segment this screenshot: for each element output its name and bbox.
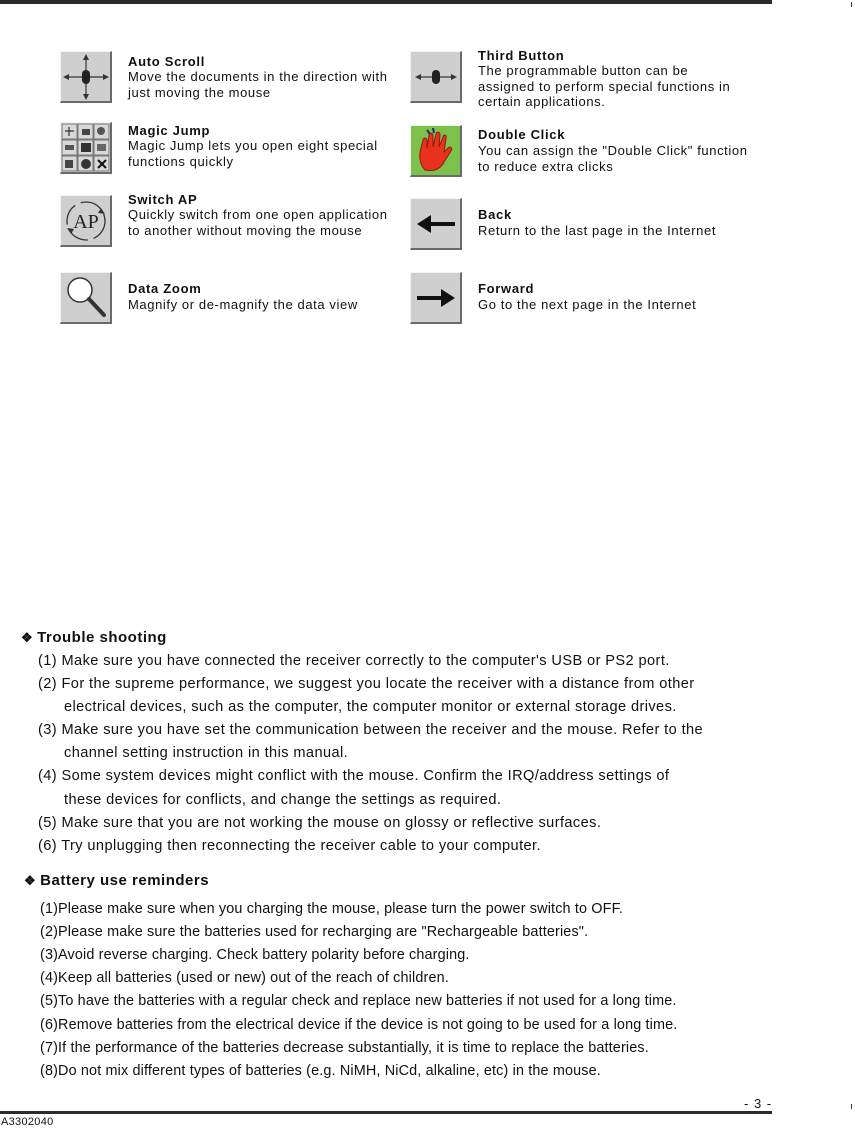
battery-item: (4)Keep all batteries (used or new) out of the reach of children. <box>40 970 449 986</box>
troubleshooting-heading-text: Trouble shooting <box>37 629 167 646</box>
diamond-bullet-icon: ❖ <box>24 873 37 888</box>
feature-title: Forward <box>478 281 535 296</box>
forward-arrow-icon <box>410 272 462 324</box>
page-number: - 3 - <box>744 1096 773 1111</box>
bottom-rule <box>0 1111 772 1114</box>
troubleshooting-item: electrical devices, such as the computer, the computer monitor or external storage drives. <box>64 699 677 715</box>
magnifier-icon <box>60 272 112 324</box>
feature-description: You can assign the "Double Click" function to reduce extra clicks <box>478 143 748 174</box>
troubleshooting-item: (5) Make sure that you are not working the mouse on glossy or reflective surfaces. <box>38 815 602 831</box>
feature-title: Magic Jump <box>128 123 211 138</box>
troubleshooting-item: (6) Try unplugging then reconnecting the receiver cable to your computer. <box>38 838 541 854</box>
troubleshooting-heading <box>21 629 167 646</box>
margin-tick <box>851 2 852 7</box>
feature-title: Third Button <box>478 48 565 63</box>
battery-item: (6)Remove batteries from the electrical device if the device is not going to be used for a long time. <box>40 1017 678 1033</box>
battery-heading <box>24 872 209 889</box>
feature-description: Go to the next page in the Internet <box>478 297 697 312</box>
back-arrow-icon <box>410 198 462 250</box>
battery-item: (1)Please make sure when you charging the mouse, please turn the power switch to OFF. <box>40 901 624 917</box>
magic-jump-icon <box>60 122 112 174</box>
battery-item: (3)Avoid reverse charging. Check battery polarity before charging. <box>40 947 470 963</box>
third-button-icon <box>410 51 462 103</box>
battery-heading-text: Battery use reminders <box>40 872 210 889</box>
feature-description: Move the documents in the direction with just moving the mouse <box>128 69 388 100</box>
battery-item: (7)If the performance of the batteries decrease substantially, it is time to replace the batteries. <box>40 1040 649 1056</box>
top-rule <box>0 0 772 4</box>
double-click-icon <box>410 125 462 177</box>
feature-title: Data Zoom <box>128 281 202 296</box>
feature-title: Switch AP <box>128 192 198 207</box>
switch-ap-icon <box>60 195 112 247</box>
document-code: A3302040 <box>1 1116 54 1128</box>
battery-item: (2)Please make sure the batteries used for recharging are "Rechargeable batteries". <box>40 924 589 940</box>
troubleshooting-item: (3) Make sure you have set the communication between the receiver and the mouse. Refer to the <box>38 722 704 738</box>
feature-description: Quickly switch from one open application to another without moving the mouse <box>128 207 388 238</box>
battery-item: (8)Do not mix different types of batteries (e.g. NiMH, NiCd, alkaline, etc) in the mouse. <box>40 1063 601 1079</box>
diamond-bullet-icon: ❖ <box>21 630 34 645</box>
feature-title: Back <box>478 207 512 222</box>
battery-item: (5)To have the batteries with a regular check and replace new batteries if not used for a long time. <box>40 993 677 1009</box>
feature-description: Magnify or de-magnify the data view <box>128 297 358 312</box>
switch-ap-icon-text: AP <box>73 211 99 233</box>
troubleshooting-item: (2) For the supreme performance, we suggest you locate the receiver with a distance from other <box>38 676 695 692</box>
troubleshooting-item: these devices for conflicts, and change the settings as required. <box>64 792 502 808</box>
feature-description: Return to the last page in the Internet <box>478 223 717 238</box>
feature-title: Auto Scroll <box>128 54 206 69</box>
feature-description: The programmable button can be assigned to perform special functions in certain applications. <box>478 63 731 109</box>
feature-title: Double Click <box>478 127 566 142</box>
troubleshooting-item: (4) Some system devices might conflict with the mouse. Confirm the IRQ/address settings of <box>38 768 670 784</box>
margin-tick <box>851 1104 852 1109</box>
troubleshooting-item: (1) Make sure you have connected the receiver correctly to the computer's USB or PS2 port. <box>38 653 670 669</box>
troubleshooting-item: channel setting instruction in this manual. <box>64 745 349 761</box>
auto-scroll-icon <box>60 51 112 103</box>
feature-description: Magic Jump lets you open eight special functions quickly <box>128 138 378 169</box>
